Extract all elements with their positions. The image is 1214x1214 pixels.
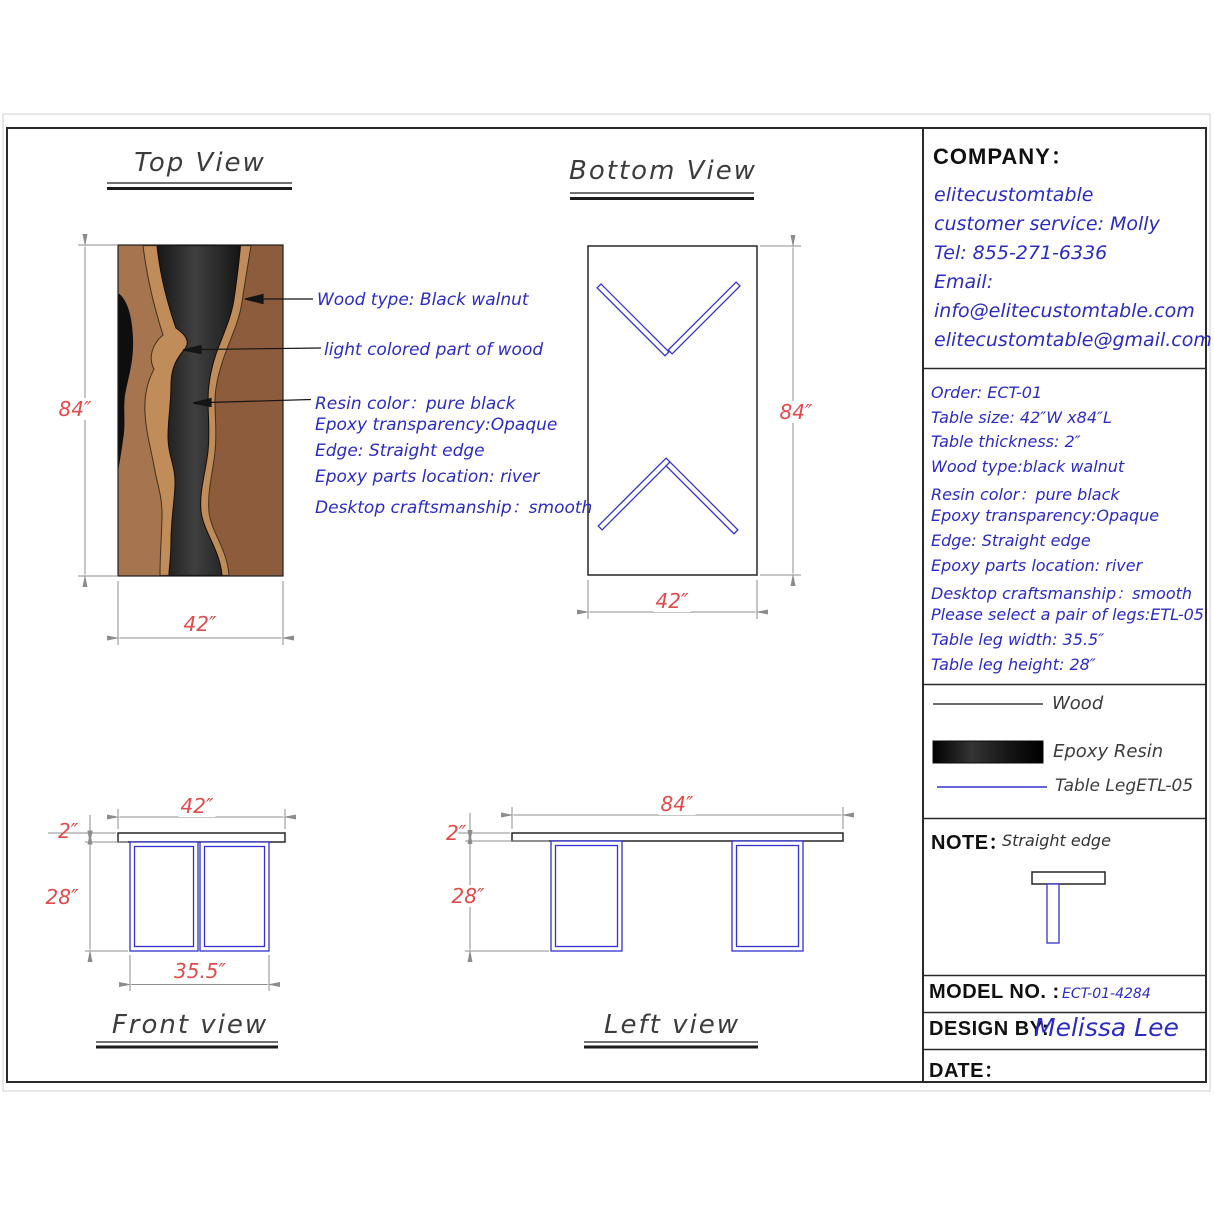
email-label: Email: (934, 271, 994, 293)
annotation-line: Desktop craftsmanship：smooth (315, 498, 593, 518)
order-line: Table thickness: 2″ (931, 432, 1081, 452)
design-by-value: Melissa Lee (1034, 1013, 1179, 1042)
model-no-value: ECT-01-4284 (1062, 986, 1151, 1002)
annotation-line: Edge: Straight edge (315, 441, 485, 461)
phone: Tel: 855-271-6336 (934, 242, 1108, 264)
order-line: Resin color：pure black (931, 484, 1120, 504)
panel-legs (130, 842, 269, 951)
email-info: info@elitecustomtable.com (934, 300, 1195, 322)
annotation-light-wood: light colored part of wood (324, 340, 544, 360)
order-line: Epoxy transparency:Opaque (931, 506, 1160, 526)
left-view-title: Left view (604, 1010, 740, 1040)
legend-label-epoxy: Epoxy Resin (1053, 741, 1164, 762)
order-line: Order: ECT-01 (931, 383, 1043, 402)
annotation-line: Resin color：pure black (315, 394, 516, 414)
bottom-view-title: Bottom View (569, 156, 757, 186)
left-view-leg-height-dim: 28″ (451, 884, 485, 908)
date-label: DATE： (929, 1060, 1005, 1082)
left-view-thickness-dim: 2″ (446, 821, 467, 845)
front-view-title: Front view (111, 1010, 269, 1040)
tabletop-slab (118, 833, 285, 842)
legend-samples (933, 704, 1047, 787)
design-by-label: DESIGN BY: (929, 1018, 1050, 1040)
top-view-height-dim: 84″ (58, 397, 92, 421)
order-line: Desktop craftsmanship：smooth (931, 583, 1193, 603)
left-view-width-dim: 84″ (660, 792, 694, 816)
epoxy-resin-sample (933, 741, 1043, 763)
bottom-view-drawing (570, 193, 801, 619)
front-view-leg-height-dim: 28″ (45, 885, 79, 909)
customer-service: customer service: Molly (934, 213, 1160, 235)
tabletop-slab (512, 833, 843, 841)
front-view-width-dim: 42″ (180, 794, 214, 818)
annotation-line: Epoxy parts location: river (315, 467, 540, 487)
bottom-view-width-dim: 42″ (655, 589, 689, 613)
company-header: COMPANY： (933, 144, 1074, 169)
top-view-width-dim: 42″ (183, 612, 217, 636)
order-line: Wood type:black walnut (931, 457, 1125, 477)
order-spec-block (931, 383, 1204, 679)
company-name: elitecustomtable (934, 184, 1094, 206)
panel-legs (551, 841, 803, 951)
order-line: Table leg width: 35.5″ (931, 629, 1105, 649)
note-edge-sketch (1032, 872, 1105, 943)
note-header: NOTE： (931, 832, 1010, 854)
legend-label-table-leg: Table LegETL-05 (1055, 776, 1194, 796)
bottom-view-height-dim: 84″ (779, 400, 813, 424)
order-line: Edge: Straight edge (931, 531, 1091, 551)
order-line: Table size: 42″W x84″L (931, 407, 1112, 427)
order-line: Please select a pair of legs:ETL-05 (931, 605, 1204, 625)
annotation-wood-type: Wood type: Black walnut (317, 290, 529, 310)
front-view-leg-width-dim: 35.5″ (173, 959, 227, 983)
annotation-spec-block (315, 389, 592, 519)
top-view-drawing (78, 183, 321, 645)
model-no-label: MODEL NO. : (929, 981, 1060, 1003)
front-view-thickness-dim: 2″ (58, 819, 79, 843)
tabletop-wood (118, 245, 283, 576)
email-gmail: elitecustomtable@gmail.com (934, 329, 1212, 351)
annotation-line: Epoxy transparency:Opaque (315, 415, 558, 435)
note-text: Straight edge (1002, 831, 1111, 850)
company-info-block (934, 184, 1212, 358)
top-view-title: Top View (134, 148, 266, 178)
order-line: Epoxy parts location: river (931, 555, 1143, 575)
legend-label-wood: Wood (1052, 693, 1104, 714)
order-line: Table leg height: 28″ (931, 654, 1096, 674)
